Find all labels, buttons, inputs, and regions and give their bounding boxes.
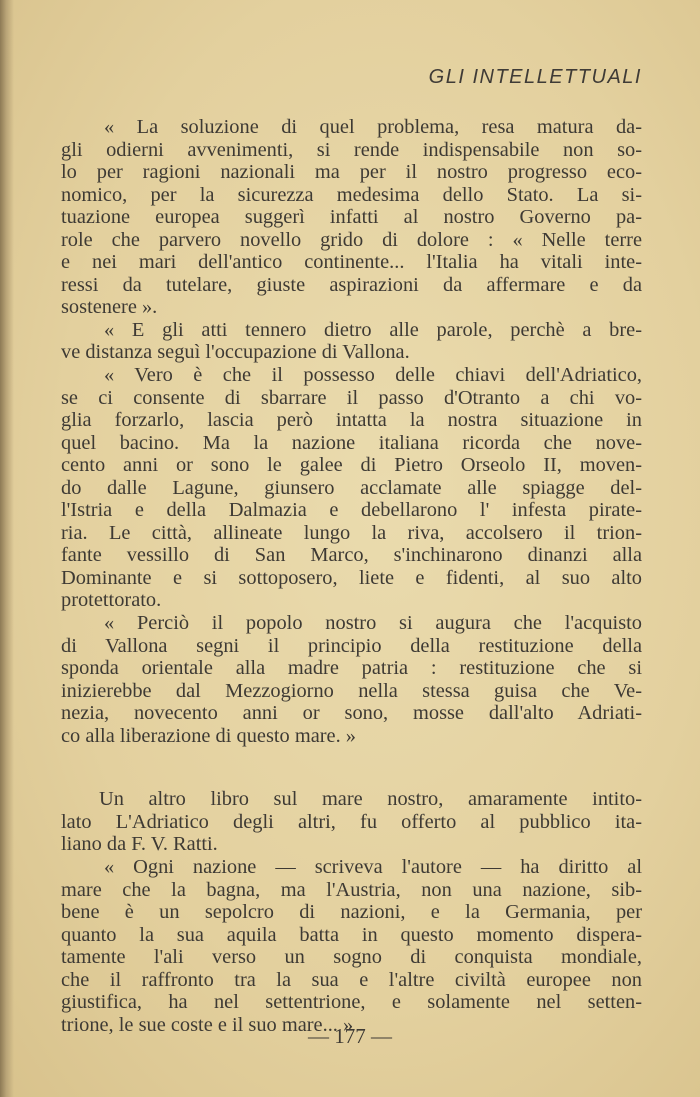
text-line: inizierebbe dal Mezzogiorno nella stessa guisa che Ve- bbox=[61, 679, 642, 702]
text-line: ria. Le città, allineate lungo la riva, accolsero il trion- bbox=[61, 521, 642, 544]
page-spine-shadow bbox=[0, 0, 14, 1097]
text-line: « Vero è che il possesso delle chiavi dell'Adriatico, bbox=[104, 364, 642, 387]
section-gap bbox=[61, 747, 642, 788]
text-line: cento anni or sono le galee di Pietro Orseolo II, moven- bbox=[61, 454, 642, 477]
text-line: nezia, novecento anni or sono, mosse dall'alto Adriati- bbox=[61, 702, 642, 725]
text-line: co alla liberazione di questo mare. » bbox=[61, 724, 356, 747]
running-head: GLI INTELLETTUALI bbox=[428, 66, 642, 88]
text-line: « Perciò il popolo nostro si augura che l'acquisto bbox=[104, 612, 642, 635]
text-line: bene è un sepolcro di nazioni, e la Germania, per bbox=[61, 901, 642, 924]
text-line: giustifica, ha nel settentrione, e solamente nel setten- bbox=[61, 991, 642, 1014]
text-line: gli odierni avvenimenti, si rende indispensabile non so- bbox=[61, 138, 642, 161]
text-line: Dominante e si sottoposero, liete e fidenti, al suo alto bbox=[61, 566, 642, 589]
text-line: quel bacino. Ma la nazione italiana ricorda che nove- bbox=[61, 431, 642, 454]
text-line: ve distanza seguì l'occupazione di Vallona. bbox=[61, 341, 410, 364]
text-line: quanto la sua aquila batta in questo momento dispera- bbox=[61, 923, 642, 946]
text-line: lato L'Adriatico degli altri, fu offerto al pubblico ita- bbox=[61, 810, 642, 833]
text-line: sponda orientale alla madre patria : restituzione che si bbox=[61, 657, 642, 680]
text-line: trione, le sue coste e il suo mare... » bbox=[61, 1013, 354, 1036]
body-text bbox=[61, 116, 642, 1036]
text-line: glia forzarlo, lascia però intatta la nostra situazione in bbox=[61, 409, 642, 432]
text-line: sostenere ». bbox=[61, 296, 158, 319]
text-line: « La soluzione di quel problema, resa matura da- bbox=[104, 116, 642, 138]
text-line: nomico, per la sicurezza medesima dello Stato. La si- bbox=[61, 183, 642, 206]
text-line: do dalle Lagune, giunsero acclamate alle spiagge del- bbox=[61, 476, 642, 499]
text-line: l'Istria e della Dalmazia e debellarono l' infesta pirate- bbox=[61, 499, 642, 522]
text-line: tuazione europea suggerì infatti al nostro Governo pa- bbox=[61, 206, 642, 229]
text-line: « Ogni nazione — scriveva l'autore — ha diritto al bbox=[104, 855, 642, 878]
text-line: mare che la bagna, ma l'Austria, non una nazione, sib- bbox=[61, 878, 642, 901]
text-line: role che parvero novello grido di dolore : « Nelle terre bbox=[61, 228, 642, 251]
text-line: lo per ragioni nazionali ma per il nostro progresso eco- bbox=[61, 161, 642, 184]
text-line: e nei mari dell'antico continente... l'Italia ha vitali inte- bbox=[61, 251, 642, 274]
text-line: « E gli atti tennero dietro alle parole, perchè a bre- bbox=[104, 318, 642, 341]
text-line: ressi da tutelare, giuste aspirazioni da affermare e da bbox=[61, 273, 642, 296]
text-line: fante vessillo di San Marco, s'inchinarono dinanzi alla bbox=[61, 544, 642, 567]
text-line: protettorato. bbox=[61, 589, 162, 612]
text-line: liano da F. V. Ratti. bbox=[61, 833, 218, 856]
text-line: se ci consente di sbarrare il passo d'Otranto a chi vo- bbox=[61, 386, 642, 409]
text-line: che il raffronto tra la sua e l'altre civiltà europee non bbox=[61, 968, 642, 991]
text-line: di Vallona segni il principio della restituzione della bbox=[61, 634, 642, 657]
text-line: tamente l'ali verso un sogno di conquista mondiale, bbox=[61, 946, 642, 969]
page-number: — 177 — bbox=[308, 1024, 392, 1048]
text-line: Un altro libro sul mare nostro, amaramente intito- bbox=[99, 788, 642, 811]
